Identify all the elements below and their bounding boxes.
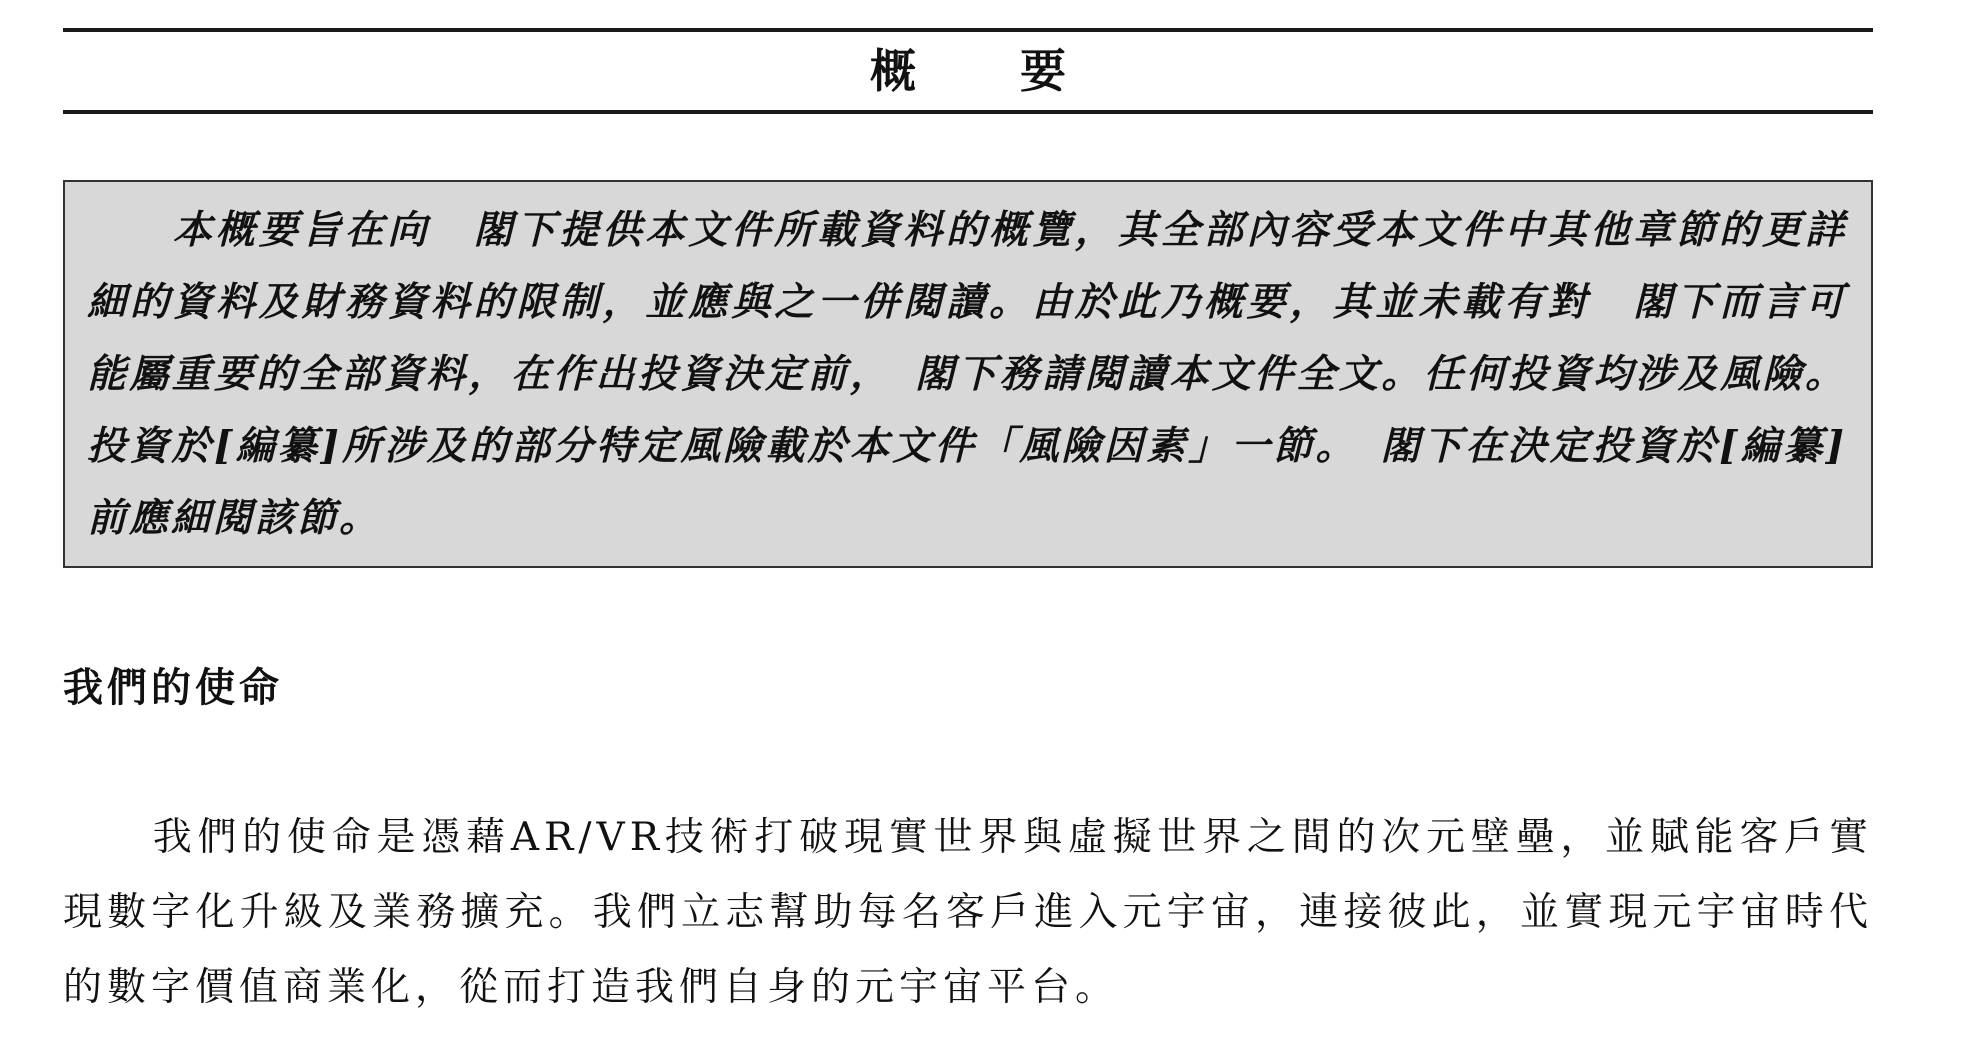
summary-disclaimer-box [63, 180, 1873, 568]
mission-paragraph: 我們的使命是憑藉AR/VR技術打破現實世界與虛擬世界之間的次元壁壘，並賦能客戶實現數字化升級及業務擴充。我們立志幫助每名客戶進入元宇宙，連接彼此，並實現元宇宙時代的數字價值商業化，從而打造我們自身的元宇宙平台。 [63, 815, 1873, 1010]
document-page [63, 28, 1873, 1025]
page-title: 概 要 [869, 44, 1110, 98]
summary-disclaimer-text: 本概要旨在向 閣下提供本文件所載資料的概覽，其全部內容受本文件中其他章節的更詳細的資料及財務資料的限制，並應與之一併閱讀。由於此乃概要，其並未載有對 閣下而言可能屬重要的全部資料，在作出投資決定前， 閣下務請閱讀本文件全文。任何投資均涉及風險。投資於[編纂]所涉及的部分特定風險載於本文件「風險因素」一節。 閣下在決定投資於[編纂]前應細閱該節。 [87, 207, 1847, 541]
section-heading-mission: 我們的使命 [63, 664, 283, 711]
title-band [63, 28, 1873, 114]
